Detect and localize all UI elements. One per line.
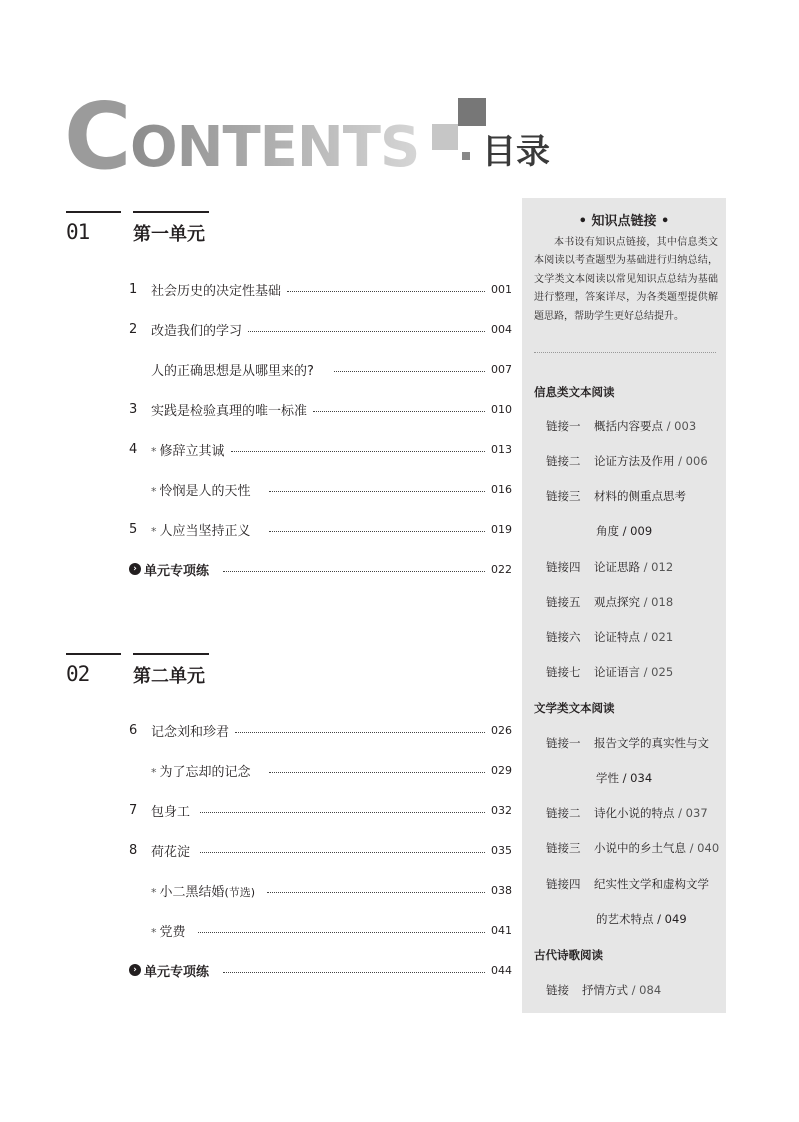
toc-entry[interactable]	[129, 279, 511, 299]
link-page: / 003	[666, 419, 697, 433]
entry-title	[151, 480, 251, 499]
entry-title	[151, 520, 251, 539]
link-label: 链接二	[546, 806, 581, 820]
entry-note: (节选)	[224, 885, 256, 899]
entry-page: 022	[491, 562, 512, 576]
entry-number: 1	[129, 281, 138, 297]
decor-square-light	[432, 124, 458, 150]
entry-title: 单元专项练	[144, 964, 210, 980]
arrow-right-icon: ›	[129, 563, 141, 575]
toc-entry[interactable]	[129, 359, 511, 379]
entry-title: 实践是检验真理的唯一标准	[151, 403, 308, 419]
entry-page: 007	[491, 362, 512, 376]
leader-dots	[235, 732, 485, 733]
toc-entry[interactable]	[129, 800, 511, 820]
entry-page: 001	[491, 282, 512, 296]
sidebar-divider	[534, 352, 716, 353]
entry-page: 029	[491, 763, 512, 777]
sidebar-link[interactable]	[546, 559, 673, 575]
entry-page: 010	[491, 402, 512, 416]
entry-number: 6	[129, 722, 138, 738]
unit-practice-entry[interactable]	[129, 960, 511, 980]
link-label: 链接三	[546, 489, 581, 503]
link-page: / 021	[643, 630, 674, 644]
link-text: 论证特点	[594, 630, 640, 644]
decor-square-dark	[458, 98, 486, 126]
decor-square-small	[462, 152, 470, 160]
entry-title	[151, 440, 225, 459]
leader-dots	[200, 812, 485, 813]
sidebar-link[interactable]	[546, 418, 696, 434]
link-text-cont: 学性	[596, 771, 619, 785]
sidebar-category: 古代诗歌阅读	[534, 948, 603, 962]
link-label: 链接一	[546, 736, 581, 750]
leader-dots	[269, 772, 485, 773]
leader-dots	[248, 331, 485, 332]
sidebar-link[interactable]	[546, 982, 661, 998]
entry-page: 038	[491, 883, 512, 897]
unit-1-number: 01	[66, 220, 90, 244]
toc-entry[interactable]	[129, 519, 511, 539]
unit-practice-entry[interactable]	[129, 559, 511, 579]
link-label: 链接二	[546, 454, 581, 468]
sidebar-link-continued[interactable]	[596, 911, 687, 927]
entry-title	[151, 761, 251, 780]
link-text: 纪实性文学和虚构文学	[594, 877, 709, 891]
entry-title: 人的正确思想是从哪里来的?	[151, 363, 314, 379]
link-label: 链接	[546, 983, 569, 997]
unit-1-title: 第一单元	[133, 220, 205, 246]
toc-entry[interactable]	[129, 880, 511, 900]
entry-title-text: 党费	[159, 924, 186, 940]
leader-dots	[334, 371, 485, 372]
entry-page: 016	[491, 482, 512, 496]
sidebar-link[interactable]	[546, 876, 709, 892]
toc-entry[interactable]	[129, 720, 511, 740]
link-label: 链接四	[546, 560, 581, 574]
link-text: 论证语言	[594, 665, 640, 679]
toc-entry[interactable]	[129, 439, 511, 459]
link-label: 链接一	[546, 419, 581, 433]
link-text: 诗化小说的特点	[594, 806, 675, 820]
optional-mark: *	[151, 484, 157, 498]
entry-title	[151, 881, 255, 900]
entry-page: 032	[491, 803, 512, 817]
link-text: 概括内容要点	[594, 419, 663, 433]
leader-dots	[231, 451, 485, 452]
contents-rest-letters: ONTENTS	[130, 115, 420, 180]
entry-page: 041	[491, 923, 512, 937]
unit-2-title: 第二单元	[133, 662, 205, 688]
sidebar-link[interactable]	[546, 735, 709, 751]
link-text: 论证方法及作用	[594, 454, 675, 468]
optional-mark: *	[151, 925, 157, 939]
link-label: 链接四	[546, 877, 581, 891]
leader-dots	[267, 892, 485, 893]
leader-dots	[269, 531, 485, 532]
toc-entry[interactable]	[129, 479, 511, 499]
link-page: / 034	[622, 771, 653, 785]
leader-dots	[223, 972, 485, 973]
entry-title: 社会历史的决定性基础	[151, 283, 282, 299]
link-page: / 012	[643, 560, 674, 574]
sidebar-intro: 本书设有知识点链接，其中信息类文本阅读以考查题型为基础进行归纳总结，文学类文本阅读以常见知识点总结为基础进行整理，答案详尽，为各类题型提供解题思路，帮助学生更好总结提升。	[534, 237, 718, 322]
toc-entry[interactable]	[129, 399, 511, 419]
link-page: / 049	[657, 912, 687, 926]
entry-page: 019	[491, 522, 512, 536]
contents-big-letter: C	[64, 83, 130, 190]
entry-page: 035	[491, 843, 512, 857]
entry-number: 7	[129, 802, 138, 818]
optional-mark: *	[151, 765, 157, 779]
link-page: / 025	[643, 665, 674, 679]
entry-title: 改造我们的学习	[151, 323, 243, 339]
entry-number: 4	[129, 441, 138, 457]
sidebar-link[interactable]	[546, 488, 686, 504]
link-text: 观点探究	[594, 595, 640, 609]
entry-number: 2	[129, 321, 138, 337]
link-text: 论证思路	[594, 560, 640, 574]
entry-title: 单元专项练	[144, 563, 210, 579]
link-label: 链接五	[546, 595, 581, 609]
link-page: / 037	[678, 806, 708, 820]
sidebar-category: 信息类文本阅读	[534, 385, 615, 399]
sidebar-link[interactable]	[546, 453, 708, 469]
link-page: / 040	[689, 841, 720, 855]
optional-mark: *	[151, 885, 157, 899]
sidebar-link[interactable]	[546, 664, 673, 680]
entry-number: 8	[129, 842, 138, 858]
toc-entry[interactable]	[129, 319, 511, 339]
link-label: 链接六	[546, 630, 581, 644]
leader-dots	[287, 291, 485, 292]
entry-title-text: 修辞立其诚	[159, 443, 225, 459]
link-page: / 009	[622, 524, 653, 538]
entry-page: 044	[491, 963, 512, 977]
entry-title-text: 人应当坚持正义	[159, 523, 251, 539]
entry-page: 013	[491, 442, 512, 456]
toc-entry[interactable]	[129, 840, 511, 860]
entry-number: 5	[129, 521, 138, 537]
entry-title: 记念刘和珍君	[151, 724, 230, 740]
toc-entry[interactable]	[129, 920, 511, 940]
unit-2-number: 02	[66, 662, 90, 686]
leader-dots	[198, 932, 485, 933]
sidebar-heading: • 知识点链接 •	[578, 214, 670, 229]
link-page: / 006	[678, 454, 708, 468]
entry-number: 3	[129, 401, 138, 417]
arrow-right-icon: ›	[129, 964, 141, 976]
entry-page: 026	[491, 723, 512, 737]
sidebar-link[interactable]	[546, 629, 673, 645]
link-text: 抒情方式	[582, 983, 628, 997]
link-text: 报告文学的真实性与文	[594, 736, 709, 750]
link-page: / 084	[631, 983, 662, 997]
link-text: 材料的侧重点思考	[594, 489, 686, 503]
link-label: 链接七	[546, 665, 581, 679]
sidebar-link[interactable]	[546, 840, 719, 856]
sidebar-category: 文学类文本阅读	[534, 701, 615, 715]
link-text: 小说中的乡土气息	[594, 841, 686, 855]
leader-dots	[269, 491, 485, 492]
link-page: / 018	[643, 595, 674, 609]
entry-title	[151, 921, 186, 940]
sidebar-link-continued[interactable]	[596, 770, 652, 786]
entry-title: 荷花淀	[151, 844, 191, 860]
link-text-cont: 角度	[596, 524, 619, 538]
optional-mark: *	[151, 444, 157, 458]
sidebar-link-continued[interactable]	[596, 523, 652, 539]
leader-dots	[200, 852, 485, 853]
leader-dots	[223, 571, 485, 572]
leader-dots	[313, 411, 485, 412]
toc-entry[interactable]	[129, 760, 511, 780]
sidebar-link[interactable]	[546, 594, 673, 610]
entry-title-text: 小二黑结婚	[159, 884, 225, 900]
entry-title: 包身工	[151, 804, 191, 820]
sidebar-link[interactable]	[546, 805, 708, 821]
page-title: 目录	[482, 132, 550, 172]
optional-mark: *	[151, 524, 157, 538]
link-text-cont: 的艺术特点	[596, 912, 654, 926]
knowledge-links-sidebar	[522, 198, 726, 1013]
entry-page: 004	[491, 322, 512, 336]
entry-title-text: 怜悯是人的天性	[159, 483, 251, 499]
entry-title-text: 为了忘却的记念	[159, 764, 251, 780]
link-label: 链接三	[546, 841, 581, 855]
